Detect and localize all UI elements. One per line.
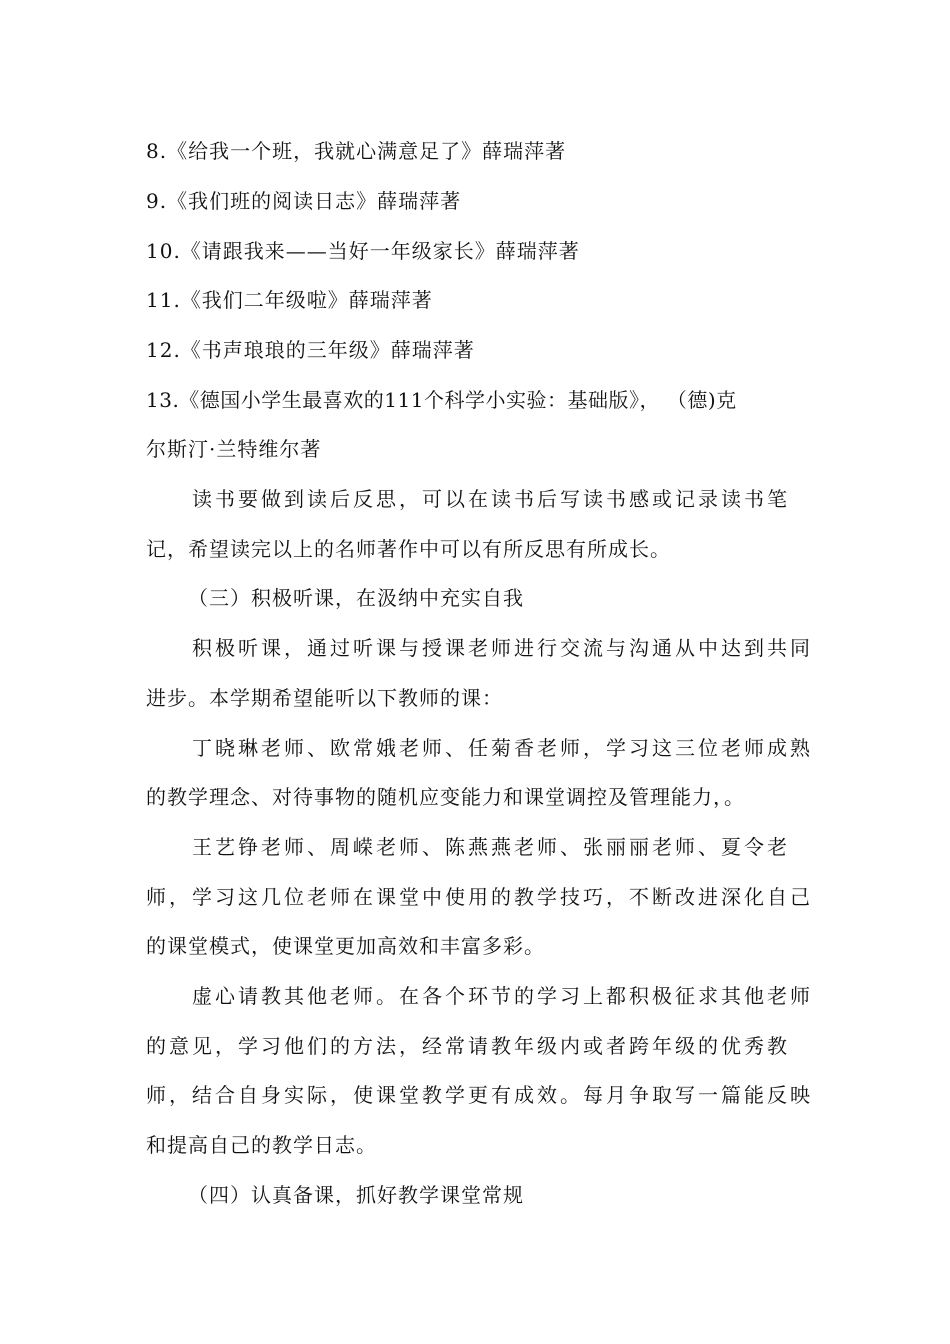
book-list-item-8: 8.《给我一个班，我就心满意足了》薛瑞萍著 xyxy=(146,139,567,163)
teachers-group-2-line-2: 师，学习这几位老师在课堂中使用的教学技巧，不断改进深化自己 xyxy=(146,885,813,909)
consult-paragraph-line-3: 师，结合自身实际，使课堂教学更有成效。每月争取写一篇能反映 xyxy=(146,1083,813,1107)
consult-paragraph-line-2: 的意见，学习他们的方法，经常请教年级内或者跨年级的优秀教 xyxy=(146,1034,790,1058)
teachers-group-2-line-1: 王艺铮老师、周嵘老师、陈燕燕老师、张丽丽老师、夏令老 xyxy=(192,835,790,859)
book-list-item-13: 13.《德国小学生最喜欢的111个科学小实验：基础版》， （德)克 xyxy=(146,388,737,412)
book-list-item-10: 10.《请跟我来——当好一年级家长》薛瑞萍著 xyxy=(146,239,580,263)
section-3-heading: （三）积极听课，在汲纳中充实自我 xyxy=(188,586,524,610)
section-3-intro-line-2: 进步。本学期希望能听以下教师的课： xyxy=(146,686,503,710)
teachers-group-1-line-1: 丁晓琳老师、欧常娥老师、任菊香老师，学习这三位老师成熟 xyxy=(192,736,813,760)
book-list-item-11: 11.《我们二年级啦》薛瑞萍著 xyxy=(146,288,433,312)
teachers-group-2-line-3: 的课堂模式，使课堂更加高效和丰富多彩。 xyxy=(146,934,545,958)
section-3-intro-line-1: 积极听课，通过听课与授课老师进行交流与沟通从中达到共同 xyxy=(192,636,813,660)
teachers-group-1-line-2: 的教学理念、对待事物的随机应变能力和课堂调控及管理能力，。 xyxy=(146,785,745,809)
book-list-item-12: 12.《书声琅琅的三年级》薛瑞萍著 xyxy=(146,338,475,362)
book-list-item-13-continued: 尔斯汀·兰特维尔著 xyxy=(146,437,322,461)
section-4-heading: （四）认真备课，抓好教学课堂常规 xyxy=(188,1183,524,1207)
consult-paragraph-line-1: 虚心请教其他老师。在各个环节的学习上都积极征求其他老师 xyxy=(192,984,813,1008)
consult-paragraph-line-4: 和提高自己的教学日志。 xyxy=(146,1133,377,1157)
reflection-paragraph-line-2: 记，希望读完以上的名师著作中可以有所反思有所成长。 xyxy=(146,537,671,561)
book-list-item-9: 9.《我们班的阅读日志》薛瑞萍著 xyxy=(146,189,462,213)
reflection-paragraph-line-1: 读书要做到读后反思，可以在读书后写读书感或记录读书笔 xyxy=(192,487,790,511)
